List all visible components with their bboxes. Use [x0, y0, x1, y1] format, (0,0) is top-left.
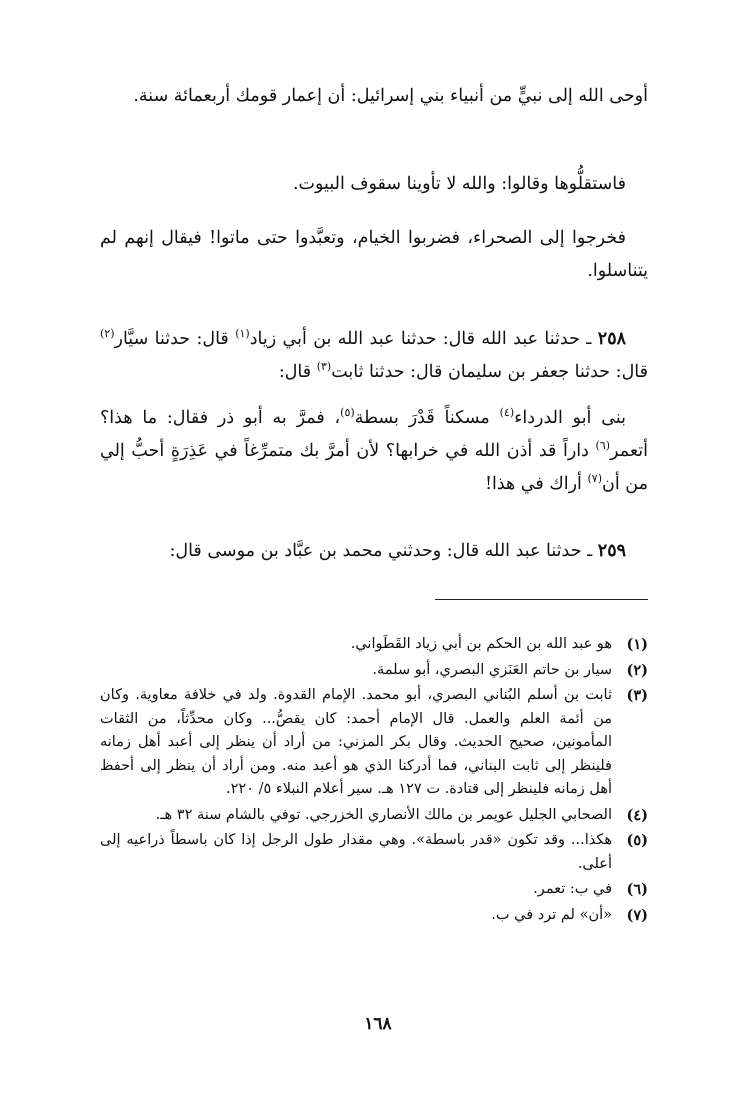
footnote-ref: (١) — [235, 327, 250, 341]
paragraph: فخرجوا إلى الصحراء، فضربوا الخيام، وتعبَّدوا حتى ماتوا! فيقال إنهم لم يتناسلوا. — [100, 228, 648, 281]
footnote — [100, 684, 648, 802]
text-span: ـ حدثنا عبد الله قال: حدثنا عبد الله بن أبي زياد — [249, 329, 598, 349]
text-span: قال: — [278, 362, 317, 382]
footnote-ref: (٧) — [587, 472, 603, 486]
footnote-text: «أن» لم ترد في ب. — [491, 906, 612, 923]
footnote-number: (٤) — [626, 806, 648, 824]
footnotes — [100, 633, 648, 929]
footnote-text: الصحابي الجليل عويمر بن مالك الأنصاري الخزرجي. توفي بالشام سنة ٣٢ هـ. — [155, 806, 612, 823]
text-span: قال: حدثنا جعفر بن سليمان قال: حدثنا ثابت — [331, 362, 648, 382]
footnote-ref: (٣) — [316, 360, 332, 374]
footnote-number: (١) — [626, 636, 648, 653]
text-span: ـ حدثنا عبد الله قال: وحدثني محمد بن عبَّاد بن موسى قال: — [169, 541, 598, 561]
footnote — [100, 904, 648, 928]
text-span: بنى أبو الدرداء — [514, 408, 626, 428]
paragraph: أوحى الله إلى نبيٍّ من أنبياء بني إسرائيل: أن إعمار قومك أربعمائة سنة. — [133, 86, 648, 106]
page-number: ١٦٨ — [364, 1014, 392, 1034]
text-span: مسكناً قَدْرَ بسطة — [354, 408, 500, 428]
footnote-ref: (٦) — [595, 439, 611, 453]
footnote-separator — [435, 599, 648, 600]
footnote — [100, 659, 648, 683]
footnote-number: (٢) — [626, 661, 648, 679]
footnote — [100, 633, 648, 657]
footnote-number: (٧) — [626, 906, 648, 924]
hadith-259-isnad — [100, 535, 648, 568]
text-span: أراك في هذا! — [484, 474, 588, 494]
footnote-text: هكذا... وقد تكون «قدر باسطة». وهي مقدار طول الرجل إذا كان باسطاً ذراعيه إلى أعلى. — [100, 832, 612, 872]
footnote-text: سيار بن حاتم العَنَزي البصري، أبو سلمة. — [372, 661, 612, 678]
hadith-258-matn — [100, 402, 648, 501]
footnote-number: (٥) — [626, 832, 648, 849]
hadith-number: ٢٥٨ — [597, 329, 626, 349]
footnote — [100, 804, 648, 828]
footnote-number: (٦) — [626, 881, 648, 898]
footnote — [100, 829, 648, 876]
footnote-number: (٣) — [626, 687, 648, 704]
footnote — [100, 878, 648, 902]
text-span: داراً قد أذن الله في خرابها؟ لأن أمرَّ بك متمرِّغاً في عَذِرَةٍ أحبُّ إلي من أن — [100, 441, 648, 494]
hadith-number: ٢٥٩ — [597, 541, 626, 561]
hadith-258-isnad — [100, 323, 648, 389]
paragraph: فاستقلُّوها وقالوا: والله لا تأوينا سقوف البيوت. — [292, 174, 626, 194]
text-span: ، فمرَّ به أبو ذر فقال: ما هذا؟ أتعمر — [100, 408, 648, 461]
footnote-ref: (٤) — [499, 406, 515, 420]
footnote-text: في ب: تعمر. — [533, 881, 612, 897]
footnote-text: هو عبد الله بن الحكم بن أبي زياد القَطَواني. — [350, 636, 612, 652]
footnote-text: ثابت بن أسلم البُناني البصري، أبو محمد. الإمام القدوة. ولد في خلافة معاوية. وكان من أئمة العلم والعمل. قال الإمام أحمد: كان يقصُّ... وكان محدِّثاً، من الثقات المأمونين، صحيح الحديث. وقال بكر المزني: من أراد أن ينظر إلى أعبد أهل زمانه فلينظر إلى ثابت البناني، فما أدركنا الذي هو أعبد منه. ومن أراد أن ينظر إلى أحفظ أهل زمانه فلينظر إلى قتادة. ت ١٢٧ هـ. سير أعلام النبلاء ٥/ ٢٢٠. — [100, 687, 612, 797]
footnote-ref: (٢) — [100, 327, 115, 341]
footnote-ref: (٥) — [340, 406, 355, 420]
text-span: قال: حدثنا سيَّار — [114, 329, 236, 349]
